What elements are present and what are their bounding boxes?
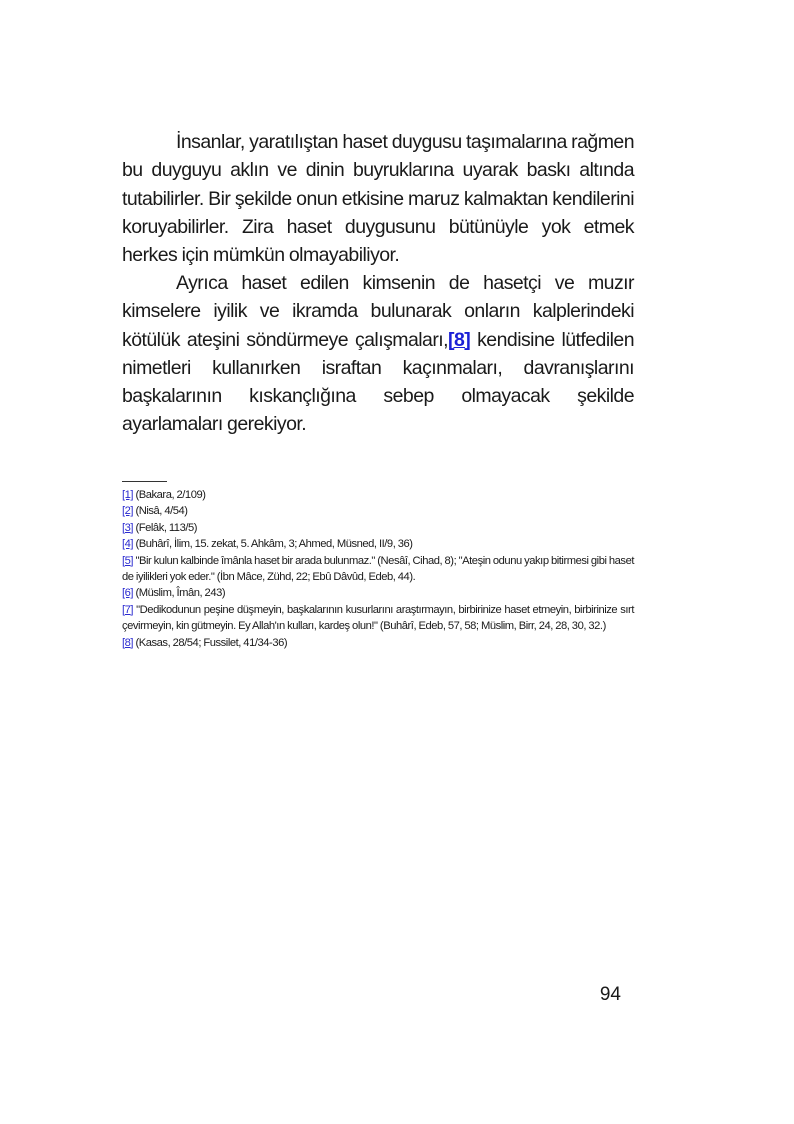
footnote-ref-4[interactable]: [4] <box>122 538 134 551</box>
footnote-ref-7[interactable]: [7] <box>122 603 134 616</box>
footnote-6 <box>122 585 634 601</box>
footnote-ref-1[interactable]: [1] <box>122 489 134 501</box>
footnote-text: (Felâk, 113/5) <box>133 521 198 534</box>
paragraph-text: İnsanlar, yaratılıştan haset duygusu taşımalarına rağmen bu duyguyu aklın ve dinin buyruklarına uyarak baskı altında tutabilirler. Bir şekilde onun etkisine maruz kalmaktan kendilerini koruyabilirler. Zira haset duygusunu bütünüyle yok etmek herkes için mümkün olmayabiliyor. <box>122 131 634 267</box>
footnote-text: (Kasas, 28/54; Fussilet, 41/34-36) <box>133 636 288 649</box>
body-paragraph-2 <box>122 269 634 448</box>
footnote-3 <box>122 520 634 536</box>
paragraph-text-after: kendisine lütfedilen nimetleri kullanırken israftan kaçınmaları, davranışlarını başkalarının kıskançlığına sebep olmayacak şekilde ayarlamaları gerekiyor. <box>122 328 635 436</box>
footnote-ref-6[interactable]: [6] <box>122 587 134 600</box>
footnote-ref-5[interactable]: [5] <box>122 554 134 567</box>
footnote-5 <box>122 553 634 586</box>
footnote-link-8[interactable]: [8] <box>448 328 471 351</box>
footnote-text: "Bir kulun kalbinde îmânla haset bir arada bulunmaz." (Nesâî, Cihad, 8); "Ateşin odunu yakıp bitirmesi gibi haset de iyilikleri yok eder." (İbn Mâce, Zühd, 22; Ebû Dâvûd, Edeb, 44). <box>122 554 634 584</box>
footnote-7 <box>122 602 634 635</box>
footnote-separator <box>122 481 167 482</box>
footnote-text: (Bakara, 2/109) <box>133 489 206 501</box>
footnote-ref-2[interactable]: [2] <box>122 505 134 518</box>
footnote-ref-8[interactable]: [8] <box>122 636 134 649</box>
paragraph-text <box>122 269 634 439</box>
body-paragraph-1 <box>122 128 634 278</box>
footnote-text: "Dedikodunun peşine düşmeyin, başkalarının kusurlarını araştırmayın, birbirinize haset etmeyin, birbirinize sırt çevirmeyin, kin gütmeyin. Ey Allah'ın kulları, kardeş olun!" (Buhârî, Edeb, 57, 58; Müslim, Birr, 24, 28, 30, 32.) <box>122 603 634 633</box>
page-number: 94 <box>599 984 621 1005</box>
footnote-ref-3[interactable]: [3] <box>122 521 134 534</box>
footnote-text: (Buhârî, İlim, 15. zekat, 5. Ahkâm, 3; Ahmed, Müsned, II/9, 36) <box>133 538 413 551</box>
footnote-1 <box>122 487 634 503</box>
footnote-2 <box>122 503 634 519</box>
footnote-8 <box>122 635 634 651</box>
footnotes <box>122 487 634 651</box>
footnote-4 <box>122 536 634 552</box>
footnote-text: (Müslim, Îmân, 243) <box>133 587 226 600</box>
footnote-text: (Nisâ, 4/54) <box>133 505 188 518</box>
paragraph-text-before: Ayrıca haset edilen kimsenin de hasetçi ve muzır kimselere iyilik ve ikramda bulunarak onların kalplerindeki kötülük ateşini söndürmeye çalışmaları, <box>122 272 634 351</box>
